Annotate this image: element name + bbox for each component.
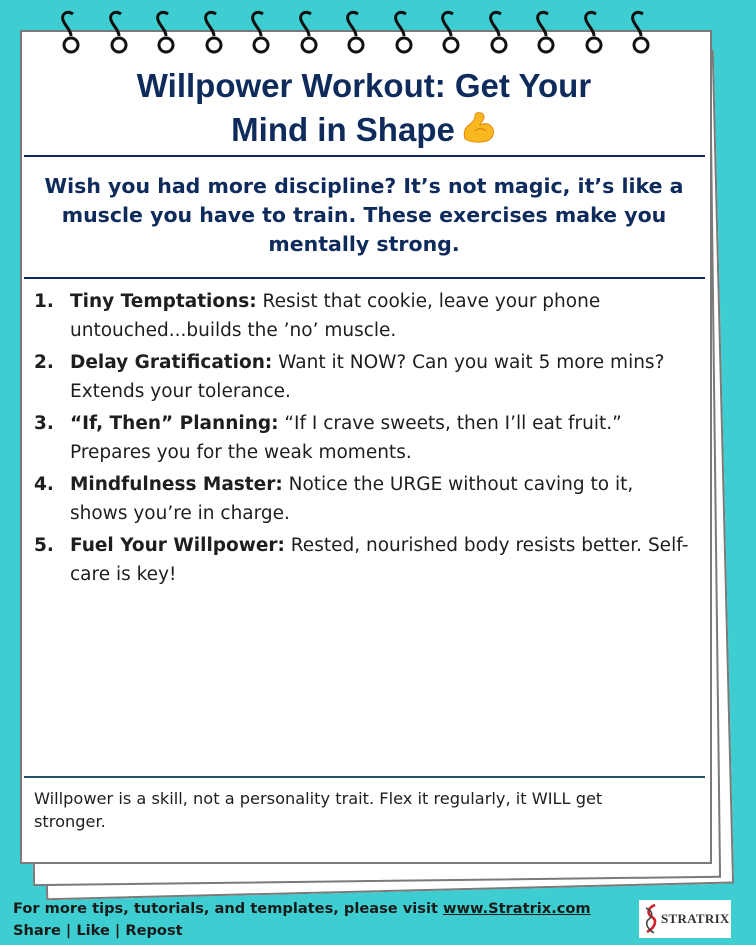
binding-ring: [248, 8, 274, 54]
item-number: 1.: [34, 291, 54, 312]
stratrix-logo-icon: [641, 902, 661, 936]
item-heading: Delay Gratification:: [70, 352, 273, 373]
binding-ring: [533, 8, 559, 54]
stratrix-logo: [639, 900, 731, 938]
binding-ring: [391, 8, 417, 54]
page-title: [20, 64, 708, 154]
footer-visit-text: For more tips, tutorials, and templates, please visit: [13, 900, 444, 917]
binding-ring: [58, 8, 84, 54]
binding-ring: [343, 8, 369, 54]
logo-text: STRATRIX: [661, 911, 730, 926]
item-number: 5.: [34, 535, 54, 556]
exercise-list: [34, 287, 694, 592]
closing-divider: [24, 776, 705, 778]
item-heading: “If, Then” Planning:: [70, 413, 279, 434]
item-heading: Mindfulness Master:: [70, 474, 283, 495]
item-number: 4.: [34, 474, 54, 495]
list-item: [34, 287, 694, 345]
binding-ring: [153, 8, 179, 54]
binding-ring: [201, 8, 227, 54]
binding-ring: [628, 8, 654, 54]
item-text: “If I crave sweets, then I’ll eat fruit.” Prepares you for the weak moments.: [70, 413, 622, 463]
list-item: [34, 470, 694, 528]
flexed-biceps-icon: [461, 110, 497, 154]
footer: [13, 898, 613, 942]
title-line-2: Mind in Shape: [231, 111, 455, 148]
footer-actions: Share | Like | Repost: [13, 922, 183, 939]
list-item: [34, 348, 694, 406]
binding-ring: [106, 8, 132, 54]
closing-text: Willpower is a skill, not a personality trait. Flex it regularly, it WILL get stronger.: [34, 789, 603, 831]
list-item: [34, 531, 694, 589]
item-heading: Fuel Your Willpower:: [70, 535, 285, 556]
intro-text: Wish you had more discipline? It’s not magic, it’s like a muscle you have to train. These exercises make you mentally strong.: [44, 174, 684, 256]
intro-divider: [24, 277, 705, 279]
title-divider: [24, 155, 705, 157]
website-link[interactable]: www.Stratrix.com: [443, 900, 591, 917]
item-text: Rested, nourished body resists better. Self-care is key!: [70, 535, 689, 585]
list-item: [34, 409, 694, 467]
item-text: Want it NOW? Can you wait 5 more mins? Extends your tolerance.: [70, 352, 665, 402]
item-text: Resist that cookie, leave your phone untouched...builds the ’no’ muscle.: [70, 291, 601, 341]
item-text: Notice the URGE without caving to it, shows you’re in charge.: [70, 474, 634, 524]
title-line-1: Willpower Workout: Get Your: [136, 67, 592, 104]
binding-ring: [486, 8, 512, 54]
binding-ring: [581, 8, 607, 54]
binding-ring: [438, 8, 464, 54]
spiral-binding: [58, 8, 688, 60]
item-heading: Tiny Temptations:: [70, 291, 257, 312]
binding-ring: [296, 8, 322, 54]
item-number: 2.: [34, 352, 54, 373]
item-number: 3.: [34, 413, 54, 434]
